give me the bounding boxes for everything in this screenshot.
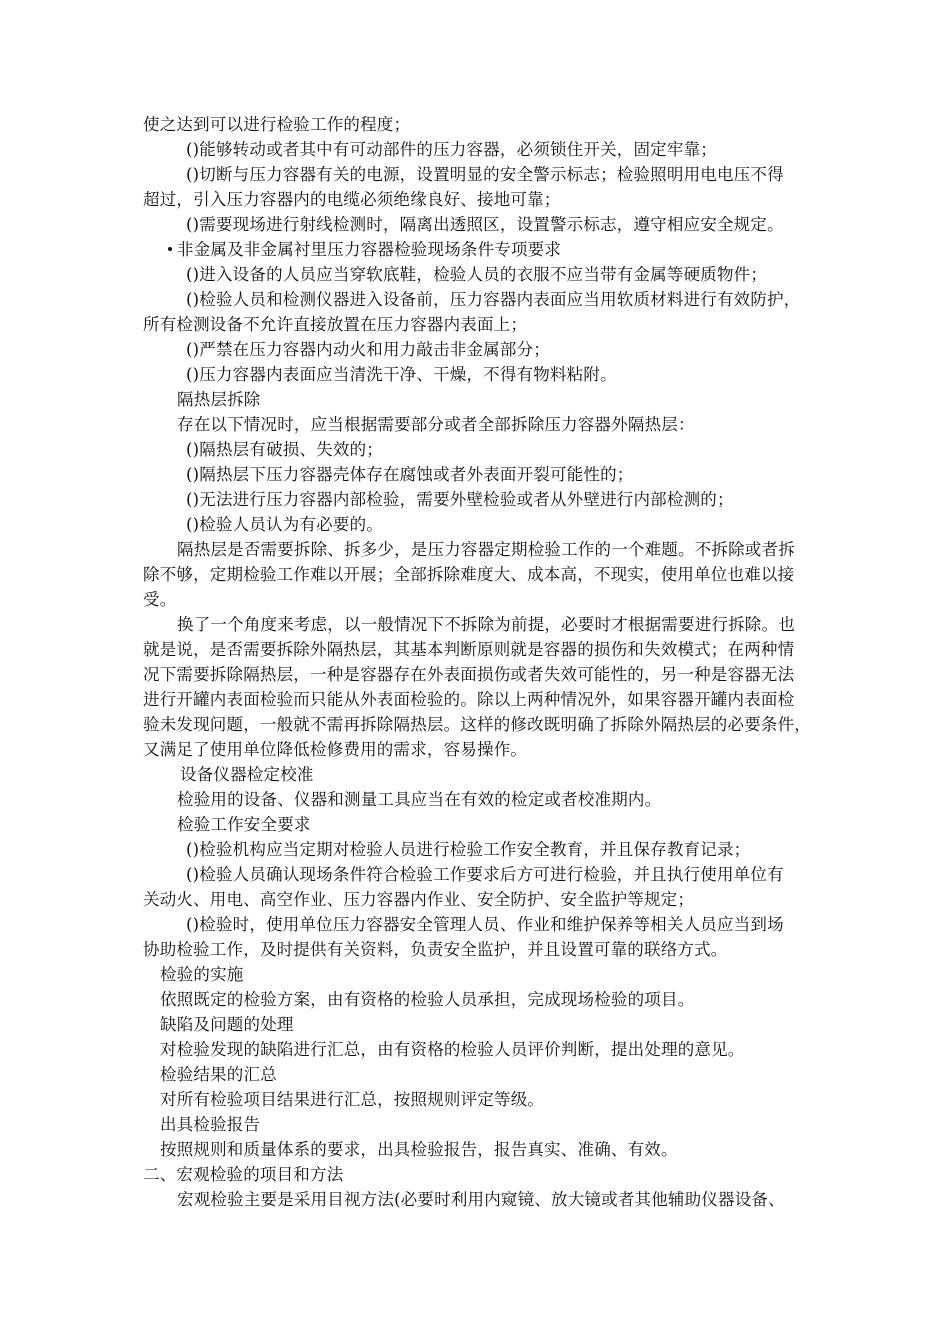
list-item: ()检验机构应当定期对检验人员进行检验工作安全教育，并且保存教育记录；	[186, 840, 751, 859]
paragraph-line: 换了一个角度来考虑，以一般情况下不拆除为前提，必要时才根据需要进行拆除。也	[177, 615, 795, 634]
bullet-heading	[168, 237, 561, 263]
list-item: ()隔热层下压力容器壳体存在腐蚀或者外表面开裂可能性的；	[186, 465, 634, 484]
list-item: ()需要现场进行射线检测时，隔离出透照区，设置警示标志，遵守相应安全规定。	[186, 215, 784, 234]
text-line: 使之达到可以进行检验工作的程度；	[143, 115, 411, 134]
list-item: ()隔热层有破损、失效的；	[186, 440, 383, 459]
section-heading: 检验的实施	[160, 965, 244, 984]
paragraph-line: 依照既定的检验方案，由有资格的检验人员承担，完成现场检验的项目。	[160, 990, 695, 1009]
paragraph-line: 验未发现问题，一般就不需再拆除隔热层。这样的修改既明确了拆除外隔热层的必要条件，	[143, 715, 811, 734]
bullet-icon	[168, 247, 172, 251]
paragraph-line: 况下需要拆除隔热层，一种是容器存在外表面损伤或者失效可能性的，另一种是容器无法	[143, 665, 795, 684]
paragraph-line: 进行开罐内表面检验而只能从外表面检验的。除以上两种情况外，如果容器开罐内表面检	[143, 690, 795, 709]
list-item: ()检验人员和检测仪器进入设备前，压力容器内表面应当用软质材料进行有效防护，	[186, 290, 801, 309]
chapter-heading: 二、宏观检验的项目和方法	[143, 1165, 344, 1184]
paragraph-line: 宏观检验主要是采用目视方法(必要时利用内窥镜、放大镜或者其他辅助仪器设备、	[177, 1190, 785, 1209]
text-line: 协助检验工作，及时提供有关资料，负责安全监护，并且设置可靠的联络方式。	[143, 940, 728, 959]
text-line: 关动火、用电、高空作业、压力容器内作业、安全防护、安全监护等规定；	[143, 890, 695, 909]
paragraph-line: 隔热层是否需要拆除、拆多少，是压力容器定期检验工作的一个难题。不拆除或者拆	[177, 540, 795, 559]
section-heading: 检验工作安全要求	[177, 815, 311, 834]
list-item: ()切断与压力容器有关的电源，设置明显的安全警示标志；检验照明用电电压不得	[186, 165, 784, 184]
text-line: 所有检测设备不允许直接放置在压力容器内表面上；	[143, 315, 528, 334]
section-heading: 缺陷及问题的处理	[160, 1015, 294, 1034]
list-item: ()无法进行压力容器内部检验，需要外壁检验或者从外壁进行内部检测的；	[186, 490, 734, 509]
list-item: ()严禁在压力容器内动火和用力敲击非金属部分；	[186, 340, 550, 359]
paragraph-line: 检验用的设备、仪器和测量工具应当在有效的检定或者校准期内。	[177, 790, 662, 809]
paragraph-line: 对所有检验项目结果进行汇总，按照规则评定等级。	[160, 1090, 545, 1109]
list-item: ()能够转动或者其中有可动部件的压力容器，必须锁住开关，固定牢靠；	[186, 140, 717, 159]
list-item: ()检验人员确认现场条件符合检验工作要求后方可进行检验，并且执行使用单位有	[186, 865, 784, 884]
bullet-heading-text: 非金属及非金属衬里压力容器检验现场条件专项要求	[177, 240, 562, 259]
paragraph-line: 受。	[143, 590, 177, 609]
paragraph-line: 对检验发现的缺陷进行汇总，由有资格的检验人员评价判断，提出处理的意见。	[160, 1040, 745, 1059]
paragraph-line: 除不够，定期检验工作难以开展；全部拆除难度大、成本高，不现实，使用单位也难以接	[143, 565, 795, 584]
list-item: ()压力容器内表面应当清洗干净、干燥，不得有物料粘附。	[186, 365, 617, 384]
section-heading: 隔热层拆除	[177, 390, 261, 409]
paragraph-line: 按照规则和质量体系的要求，出具检验报告，报告真实、准确、有效。	[160, 1140, 678, 1159]
paragraph-line: 就是说，是否需要拆除外隔热层，其基本判断原则就是容器的损伤和失效模式；在两种情	[143, 640, 795, 659]
list-item: ()进入设备的人员应当穿软底鞋，检验人员的衣服不应当带有金属等硬质物件；	[186, 265, 768, 284]
section-heading: 设备仪器检定校准	[180, 765, 314, 784]
paragraph-line: 存在以下情况时，应当根据需要部分或者全部拆除压力容器外隔热层：	[177, 415, 695, 434]
section-heading: 出具检验报告	[160, 1115, 261, 1134]
list-item: ()检验时，使用单位压力容器安全管理人员、作业和维护保养等相关人员应当到场	[186, 915, 784, 934]
list-item: ()检验人员认为有必要的。	[186, 515, 383, 534]
paragraph-line: 又满足了使用单位降低检修费用的需求，容易操作。	[143, 740, 528, 759]
section-heading: 检验结果的汇总	[160, 1065, 277, 1084]
text-line: 超过，引入压力容器内的电缆必须绝缘良好、接地可靠；	[143, 190, 561, 209]
